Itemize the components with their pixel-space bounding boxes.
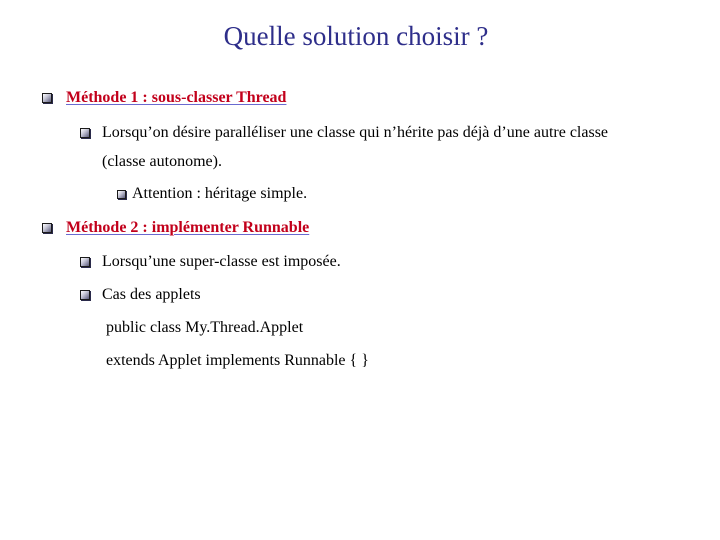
method-1-subitem-row (117, 184, 307, 204)
code-line-2-row (106, 351, 369, 371)
method-1-heading: Méthode 1 : sous-classer Thread (66, 89, 287, 106)
code-line-1-row (106, 318, 303, 338)
method-2-item-1: Lorsqu’une super-classe est imposée. (102, 253, 341, 270)
code-line-1: public class My.Thread.Applet (106, 319, 304, 336)
method-1-item-1-line-1: Lorsqu’on désire paralléliser une classe qui n’hérite pas déjà d’une autre classe (102, 124, 609, 141)
method-1-item-1-row (80, 123, 608, 143)
square-bullet-icon (117, 190, 126, 199)
square-bullet-icon (42, 223, 52, 233)
method-1-item-1-continuation (102, 152, 222, 172)
method-2-item-2-row (80, 285, 201, 305)
code-line-2: extends Applet implements Runnable { } (106, 352, 369, 369)
square-bullet-icon (42, 93, 52, 103)
method-2-item-1-row (80, 252, 341, 272)
slide-title: Quelle solution choisir ? (223, 21, 489, 51)
square-bullet-icon (80, 290, 90, 300)
method-2-item-2: Cas des applets (102, 286, 201, 303)
method-1-subitem: Attention : héritage simple. (132, 185, 308, 202)
method-2-heading-row (42, 218, 309, 238)
method-2-heading: Méthode 2 : implémenter Runnable (66, 219, 310, 236)
square-bullet-icon (80, 257, 90, 267)
method-1-item-1-line-2: (classe autonome). (102, 153, 222, 170)
square-bullet-icon (80, 128, 90, 138)
method-1-heading-row (42, 88, 286, 108)
